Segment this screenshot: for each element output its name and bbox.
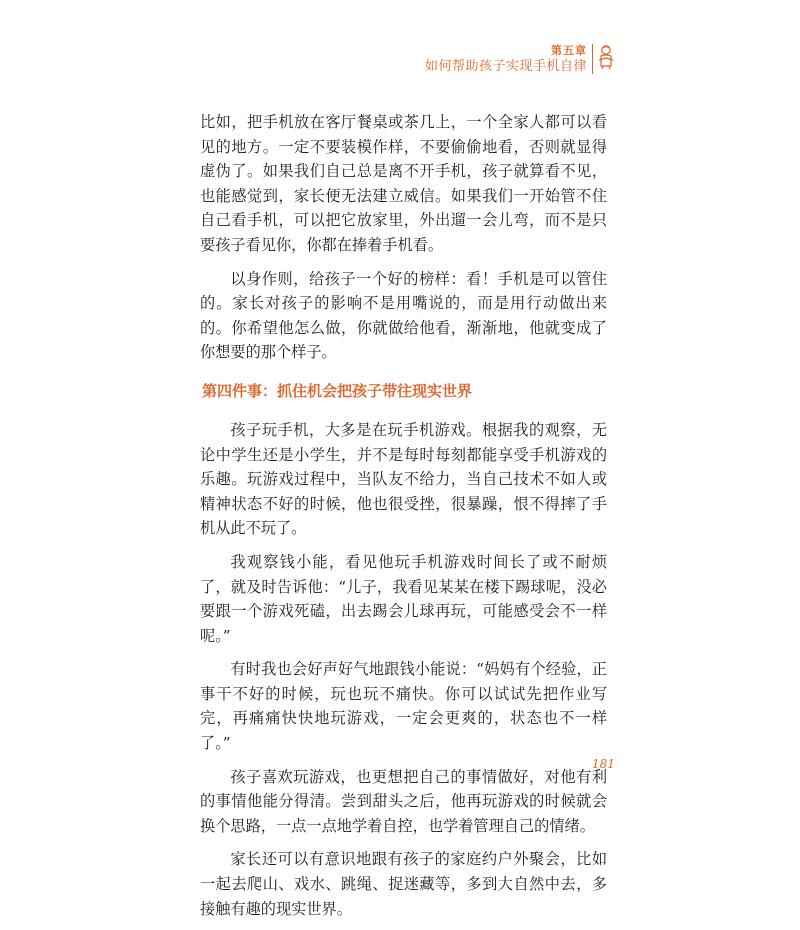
chapter-title: 如何帮助孩子实现手机自律 (424, 59, 587, 74)
child-reading-icon (596, 44, 614, 70)
chapter-label: 第五章 (551, 44, 587, 57)
page-body (200, 110, 607, 930)
page-number: 181 (592, 757, 615, 771)
paragraph: 以身作则，给孩子一个好的榜样：看！手机是可以管住的。家长对孩子的影响不是用嘴说的，而是用行动做出来的。你希望他怎么做，你就做给他看，渐渐地，他就变成了你想要的那个样子。 (200, 269, 607, 362)
paragraph: 家长还可以有意识地跟有孩子的家庭约户外聚会，比如一起去爬山、戏水、跳绳、捉迷藏等，多到大自然中去，多接触有趣的现实世界。 (200, 850, 607, 918)
paragraph: 我观察钱小能，看见他玩手机游戏时间长了或不耐烦了，就及时告诉他：“儿子，我看见某某在楼下踢球呢，没必要跟一个游戏死磕，出去踢会儿球再玩，可能感受会不一样呢。” (200, 552, 607, 645)
section-heading: 第四件事：抓住机会把孩子带往现实世界 (202, 381, 473, 400)
header-divider (592, 44, 593, 74)
paragraph: 比如，把手机放在客厅餐桌或茶几上，一个全家人都可以看见的地方。一定不要装模作样，不要偷偷地看，否则就显得虚伪了。如果我们自己总是离不开手机，孩子就算看不见，也能感觉到，家长便无法建立威信。如果我们一开始管不住自己看手机，可以把它放家里，外出遛一会儿弯，而不是只要孩子看见你，你都在捧着手机看。 (200, 113, 607, 254)
running-header (425, 44, 587, 76)
paragraph: 有时我也会好声好气地跟钱小能说：“妈妈有个经验，正事干不好的时候，玩也玩不痛快。你可以试试先把作业写完，再痛痛快快地玩游戏，一定会更爽的，状态也不一样了。” (200, 660, 607, 753)
paragraph: 孩子喜欢玩游戏，也更想把自己的事情做好，对他有利的事情他能分得清。尝到甜头之后，他再玩游戏的时候就会换个思路，一点一点地学着自控，也学着管理自己的情绪。 (200, 767, 607, 835)
paragraph: 孩子玩手机，大多是在玩手机游戏。根据我的观察，无论中学生还是小学生，并不是每时每刻都能享受手机游戏的乐趣。玩游戏过程中，当队友不给力，当自己技术不如人或精神状态不好的时候，他也很受挫，很暴躁，恨不得摔了手机从此不玩了。 (200, 420, 607, 538)
